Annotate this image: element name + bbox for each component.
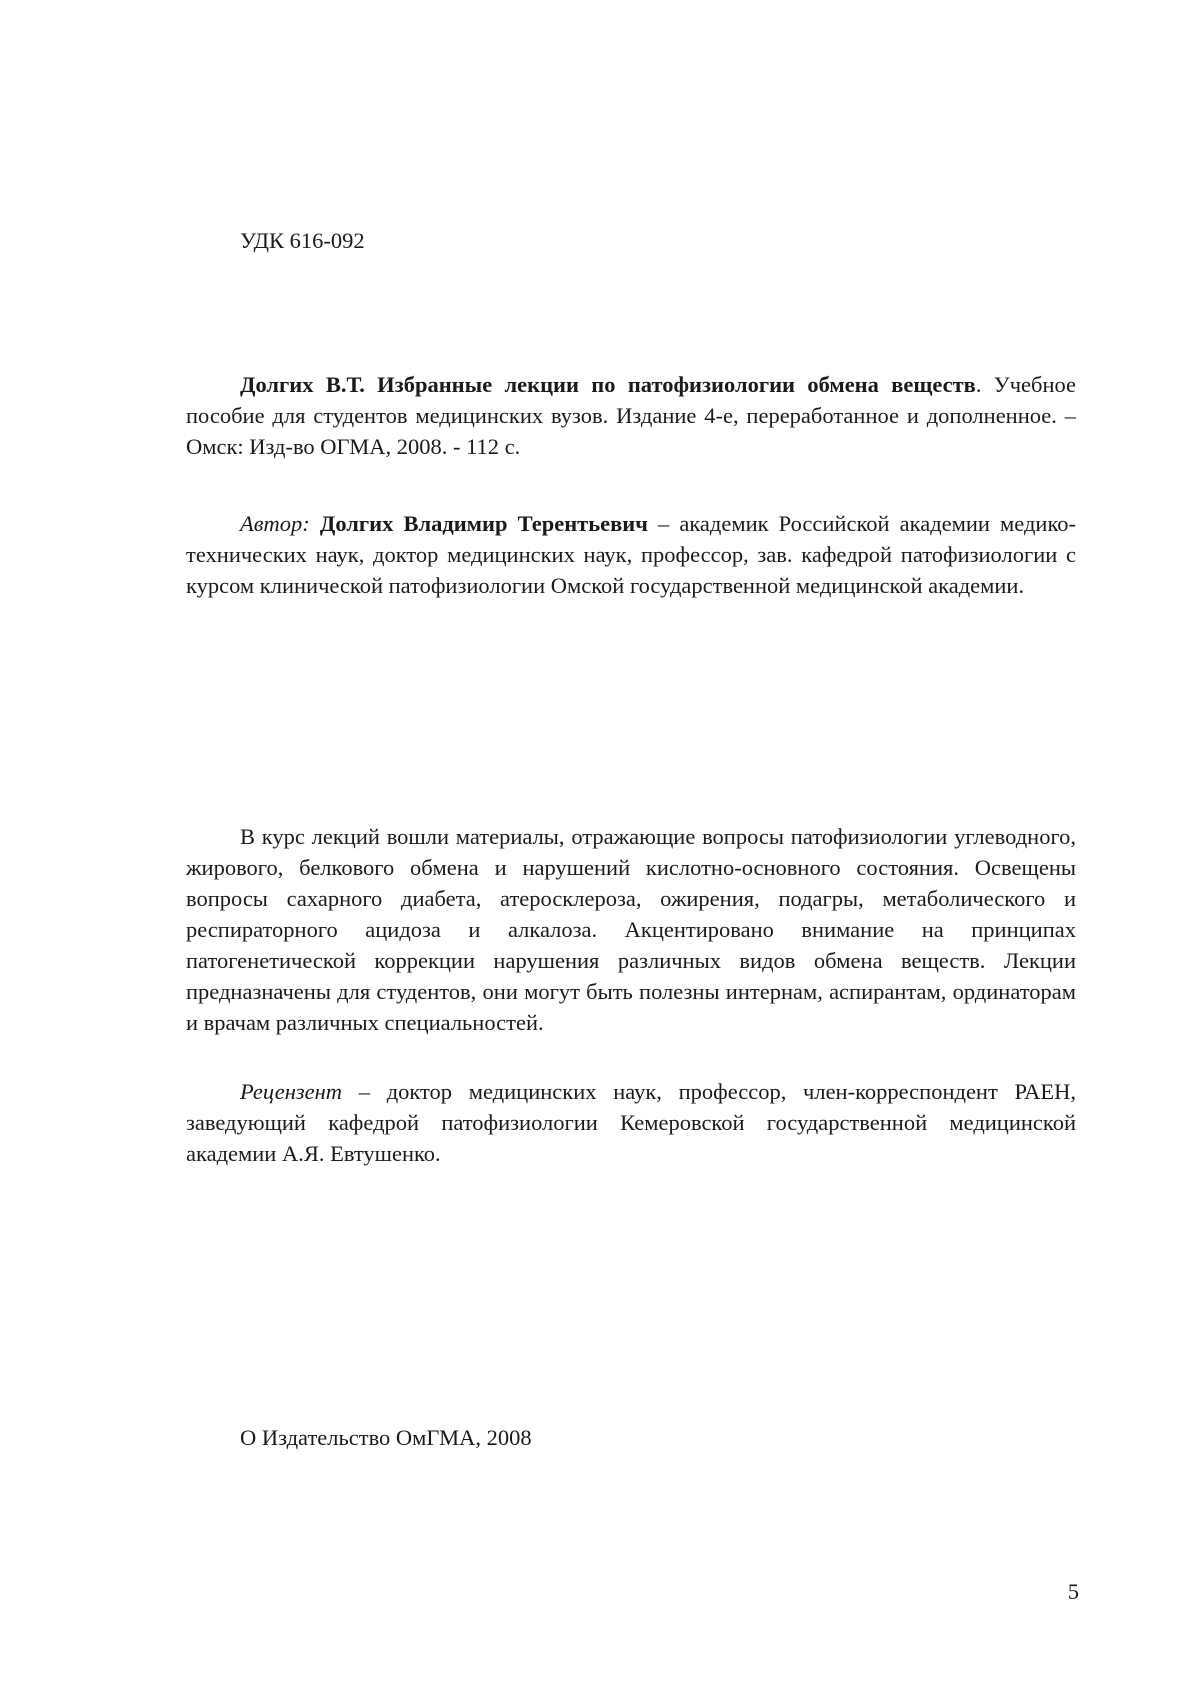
reviewer-description: – доктор медицинских наук, профессор, член-корреспондент РАЕН, заведующий кафедрой патофизиологии Кемеровской государственной медицинской академии А.Я. Евтушенко. [186,1079,1076,1166]
copyright-notice: О Издательство ОмГМА, 2008 [240,1425,532,1450]
author-label: Автор: [240,511,310,536]
author-name: Долгих Владимир Терентьевич [319,511,648,536]
author-info [186,508,1076,601]
reviewer-label: Рецензент [240,1079,343,1104]
reviewer-info [186,1076,1076,1169]
udc-code: УДК 616-092 [240,228,365,253]
bibliographic-details: . Учебное пособие для студентов медицинских вузов. Издание 4-е, переработанное и дополненное. – Омск: Изд-во ОГМА, 2008. - 112 с. [186,372,1076,459]
annotation: В курс лекций вошли материалы, отражающие вопросы патофизиологии углеводного, жирового, белкового обмена и нарушений кислотно-основного состояния. Освещены вопросы сахарного диабета, атеросклероза, ожирения, подагры, метаболического и респираторного ацидоза и алкалоза. Акцентировано внимание на принципах патогенетической коррекции нарушения различных видов обмена веществ. Лекции предназначены для студентов, они могут быть полезны интернам, аспирантам, ординаторам и врачам различных специальностей. [186,824,1076,1035]
author-description: – академик Российской академии медико-технических наук, доктор медицинских наук, профессор, зав. кафедрой патофизиологии с курсом клинической патофизиологии Омской государственной медицинской академии. [186,511,1076,598]
bibliographic-record [186,369,1076,462]
page-number: 5 [1067,1579,1079,1604]
bibliographic-title: Долгих В.Т. Избранные лекции по патофизиологии обмена веществ [240,372,976,397]
